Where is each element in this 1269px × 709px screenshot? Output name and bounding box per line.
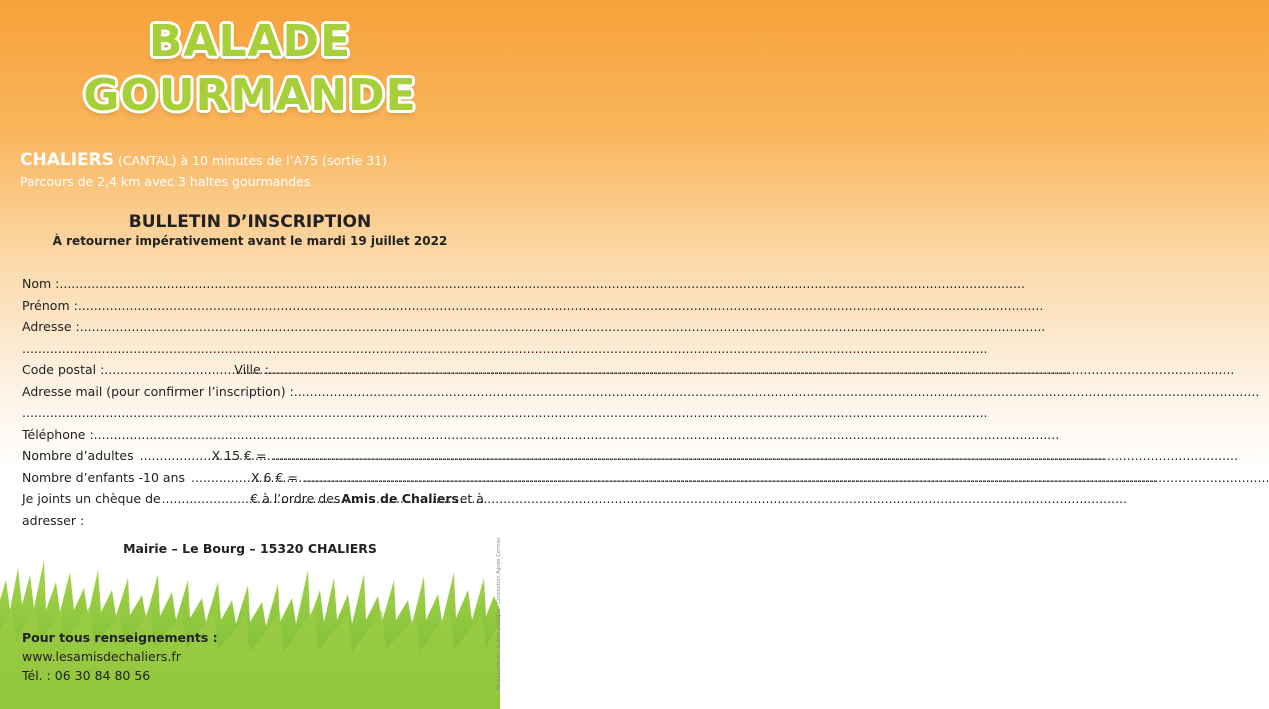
field-adresse-line-2[interactable] [22, 338, 484, 360]
field-telephone[interactable] [22, 424, 484, 446]
fill-line[interactable] [59, 273, 1025, 295]
label-prenom: Prénom : [22, 297, 78, 313]
field-adultes[interactable] [22, 445, 484, 467]
fill-line[interactable] [294, 381, 1260, 403]
fill-line[interactable] [140, 445, 206, 467]
form-heading: BULLETIN D’INSCRIPTION [128, 212, 372, 232]
fill-line[interactable] [104, 359, 234, 381]
city-name: CHALIERS [20, 150, 114, 170]
cheque-text-c: et à [459, 491, 484, 506]
location-line [20, 150, 387, 170]
route-line: Parcours de 2,4 km avec 3 haltes gourmandes [20, 174, 311, 189]
fill-line[interactable] [269, 359, 1235, 381]
label-nom: Nom : [22, 276, 60, 291]
cheque-organisation: Amis de Chaliers [341, 491, 459, 506]
fill-line[interactable] [161, 488, 249, 510]
adultes-price: X 15 € = [211, 448, 267, 463]
print-credit-text: Ne pas jeter sur la voie publique - Conception Agnès Cormier [496, 536, 502, 690]
mailing-address: Mairie – Le Bourg – 15320 CHALIERS [123, 541, 377, 556]
location-details: (CANTAL) à 10 minutes de l’A75 (sortie 31) [117, 153, 388, 168]
label-adultes: Nombre d’adultes [22, 448, 134, 463]
field-code-postal-ville[interactable] [22, 359, 484, 381]
fill-line[interactable] [304, 467, 444, 489]
cheque-text-b: € à l’ordre des [250, 491, 341, 506]
field-email[interactable] [22, 381, 484, 403]
field-cheque[interactable] [22, 488, 484, 510]
label-adresse: Adresse : [22, 319, 80, 334]
website-link[interactable]: www.lesamisdechaliers.fr [22, 649, 181, 664]
fill-line[interactable] [94, 424, 1060, 446]
title-line-1: BALADE [148, 16, 352, 67]
enfants-price: X 6 € = [251, 469, 298, 485]
cheque-text-d: adresser : [22, 512, 85, 528]
label-email: Adresse mail (pour confirmer l’inscription) : [22, 383, 294, 399]
cheque-text-a: Je joints un chèque de [22, 491, 161, 506]
fill-line[interactable] [22, 338, 988, 360]
info-lead: Pour tous renseignements : [22, 630, 218, 645]
print-credit [488, 536, 502, 690]
label-telephone: Téléphone : [22, 426, 94, 442]
field-prenom[interactable] [22, 295, 484, 317]
fill-line[interactable] [272, 445, 412, 467]
field-cheque-line-2 [22, 510, 484, 532]
field-nom[interactable] [22, 273, 484, 295]
registration-form [22, 273, 484, 531]
contact-info [22, 628, 218, 685]
fill-line[interactable] [191, 467, 245, 489]
field-adresse[interactable] [22, 316, 484, 338]
label-enfants: Nombre d’enfants -10 ans [22, 469, 186, 485]
field-email-line-2[interactable] [22, 402, 484, 424]
phone-number: Tél. : 06 30 84 80 56 [22, 668, 151, 683]
label-ville: Ville : [234, 362, 269, 377]
label-code-postal: Code postal : [22, 362, 105, 377]
field-enfants[interactable] [22, 467, 484, 489]
form-deadline: À retourner impérativement avant le mardi 19 juillet 2022 [52, 234, 448, 248]
fill-line[interactable] [22, 402, 988, 424]
fill-line[interactable] [78, 295, 1044, 317]
fill-line[interactable] [80, 316, 1046, 338]
title-line-2: GOURMANDE [83, 70, 417, 121]
